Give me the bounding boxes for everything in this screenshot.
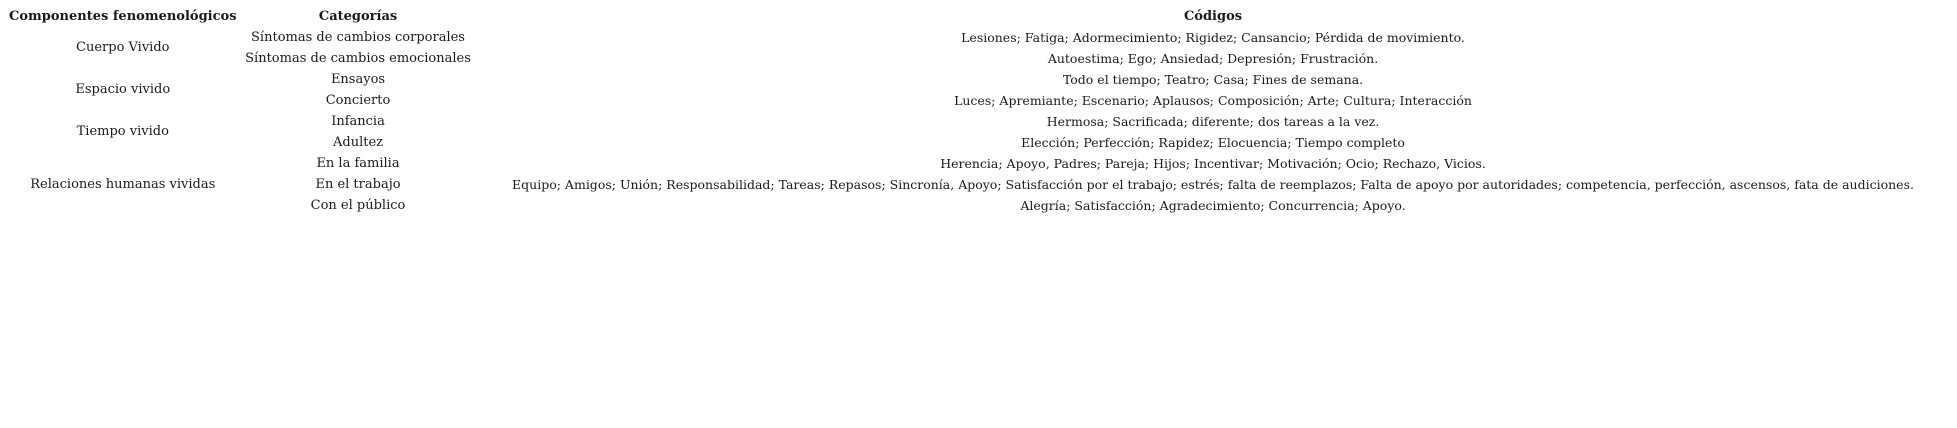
codes-cell: Equipo; Amigos; Unión; Responsabilidad; Tareas; Repasos; Sincronía, Apoyo; Satisfacción por el trabajo; estrés; falta de reemplazos; Falta de apoyo por autoridades; competencia, perfección, ascensos, fata de audiciones. (512, 176, 1914, 192)
category-cell: Síntomas de cambios corporales (251, 29, 465, 45)
table-row (5, 69, 1951, 90)
component-cell: Relaciones humanas vividas (30, 176, 216, 192)
codes-cell: Autoestima; Ego; Ansiedad; Depresión; Frustración. (1047, 50, 1379, 66)
table-row (5, 48, 1951, 69)
phenomenological-codes-table (5, 6, 1951, 216)
table-row (5, 195, 1951, 216)
header-categories: Categorías (318, 8, 398, 24)
category-cell: Síntomas de cambios emocionales (245, 50, 471, 66)
table-row (5, 27, 1951, 48)
codes-cell: Todo el tiempo; Teatro; Casa; Fines de semana. (1062, 71, 1364, 87)
component-cell: Espacio vivido (75, 82, 171, 97)
category-cell: En el trabajo (315, 176, 401, 192)
category-cell: Con el público (310, 197, 406, 213)
table-row (5, 174, 1951, 195)
table-header-row (5, 6, 1951, 27)
component-cell: Cuerpo Vivido (76, 40, 170, 55)
category-cell: En la familia (316, 155, 400, 171)
component-cell: Tiempo vivido (76, 124, 169, 139)
table-row (5, 90, 1951, 111)
codes-cell: Elección; Perfección; Rapidez; Elocuencia; Tiempo completo (1021, 134, 1405, 150)
codes-cell: Lesiones; Fatiga; Adormecimiento; Rigidez; Cansancio; Pérdida de movimiento. (961, 29, 1465, 45)
codes-cell: Hermosa; Sacrificada; diferente; dos tareas a la vez. (1046, 113, 1380, 129)
table-row (5, 153, 1951, 174)
header-components: Componentes fenomenológicos (9, 8, 237, 24)
codes-cell: Herencia; Apoyo, Padres; Pareja; Hijos; Incentivar; Motivación; Ocio; Rechazo, Vicios. (940, 155, 1486, 171)
header-codes: Códigos (1183, 8, 1243, 24)
codes-cell: Luces; Apremiante; Escenario; Aplausos; Composición; Arte; Cultura; Interacción (954, 92, 1472, 108)
category-cell: Infancia (331, 113, 385, 129)
category-cell: Ensayos (330, 71, 386, 87)
codes-cell: Alegría; Satisfacción; Agradecimiento; Concurrencia; Apoyo. (1020, 197, 1406, 213)
table-row (5, 132, 1951, 153)
category-cell: Adultez (333, 134, 384, 150)
table-row (5, 111, 1951, 132)
category-cell: Concierto (325, 92, 391, 108)
